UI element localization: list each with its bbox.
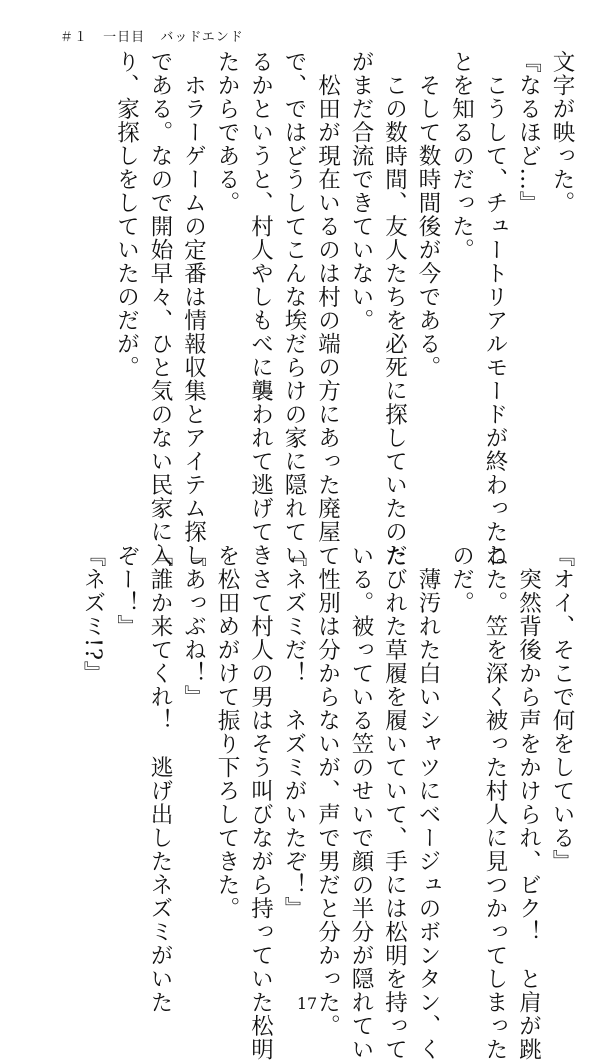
text-line: がまだ合流できていない。 <box>348 50 374 332</box>
text-line: ぞー！』 <box>113 544 140 638</box>
text-line: を松田めがけて振り下ろしてきた。 <box>214 544 240 920</box>
text-line: いる。被っている笠のせいで顔の半分が隠れてい <box>348 544 374 1061</box>
text-line: 薄汚れた白いシャツにベージュのボンタン、く <box>415 544 441 1061</box>
text-line: 『なるほど…』 <box>515 50 542 215</box>
text-line: こうして、チュートリアルモードが終わったこ <box>482 50 508 567</box>
page-number: 17 <box>296 994 318 1013</box>
text-line: るかというと、村人やしもべに襲われて逃げてき <box>247 50 274 567</box>
text-line: 突然背後から声をかけられ、ビク！ と肩が跳 <box>515 544 542 1061</box>
text-line: 『ネズミ!?』 <box>80 544 106 685</box>
text-line: である。なので開始早々、ひと気のない民家に入 <box>147 50 173 567</box>
text-line: 『誰か来てくれ！ 逃げ出したネズミがいた <box>147 544 173 1014</box>
text-line: り、家探しをしていたのだが。 <box>113 50 140 379</box>
text-line: 文字が映った。 <box>549 50 575 215</box>
chapter-title: 一日目 <box>103 30 146 45</box>
text-line: そして数時間後が今である。 <box>415 50 441 379</box>
text-line: たからである。 <box>214 50 240 215</box>
text-line: たびれた草履を履いていて、手には松明を持って <box>381 544 408 1061</box>
running-header <box>60 26 254 45</box>
text-line: 『ネズミだ！ ネズミがいたぞ！』 <box>281 544 307 920</box>
chapter-number: ＃１ <box>60 30 89 45</box>
text-line: て性別は分からないが、声で男だと分かった。 <box>314 544 341 1038</box>
text-block-top <box>109 50 578 567</box>
text-line: ホラーゲームの定番は情報収集とアイテム探し <box>180 50 207 567</box>
text-line: さて村人の男はそう叫びながら持っていた松明 <box>247 544 274 1061</box>
chapter-subtitle: バッドエンド <box>160 30 244 45</box>
text-line: で、ではどうしてこんな埃だらけの家に隠れてい <box>281 50 307 567</box>
text-line: とを知るのだった。 <box>448 50 475 262</box>
text-line: 『あっぶね！』 <box>180 544 207 709</box>
text-line: 松田が現在いるのは村の端の方にあった廃屋 <box>314 50 341 544</box>
text-line: ねた。笠を深く被った村人に見つかってしまった <box>482 544 508 1061</box>
text-line: のだ。 <box>448 544 475 615</box>
text-line: 『オイ、そこで何をしている』 <box>549 544 575 873</box>
text-line: この数時間、友人たちを必死に探していたのだ <box>381 50 408 567</box>
